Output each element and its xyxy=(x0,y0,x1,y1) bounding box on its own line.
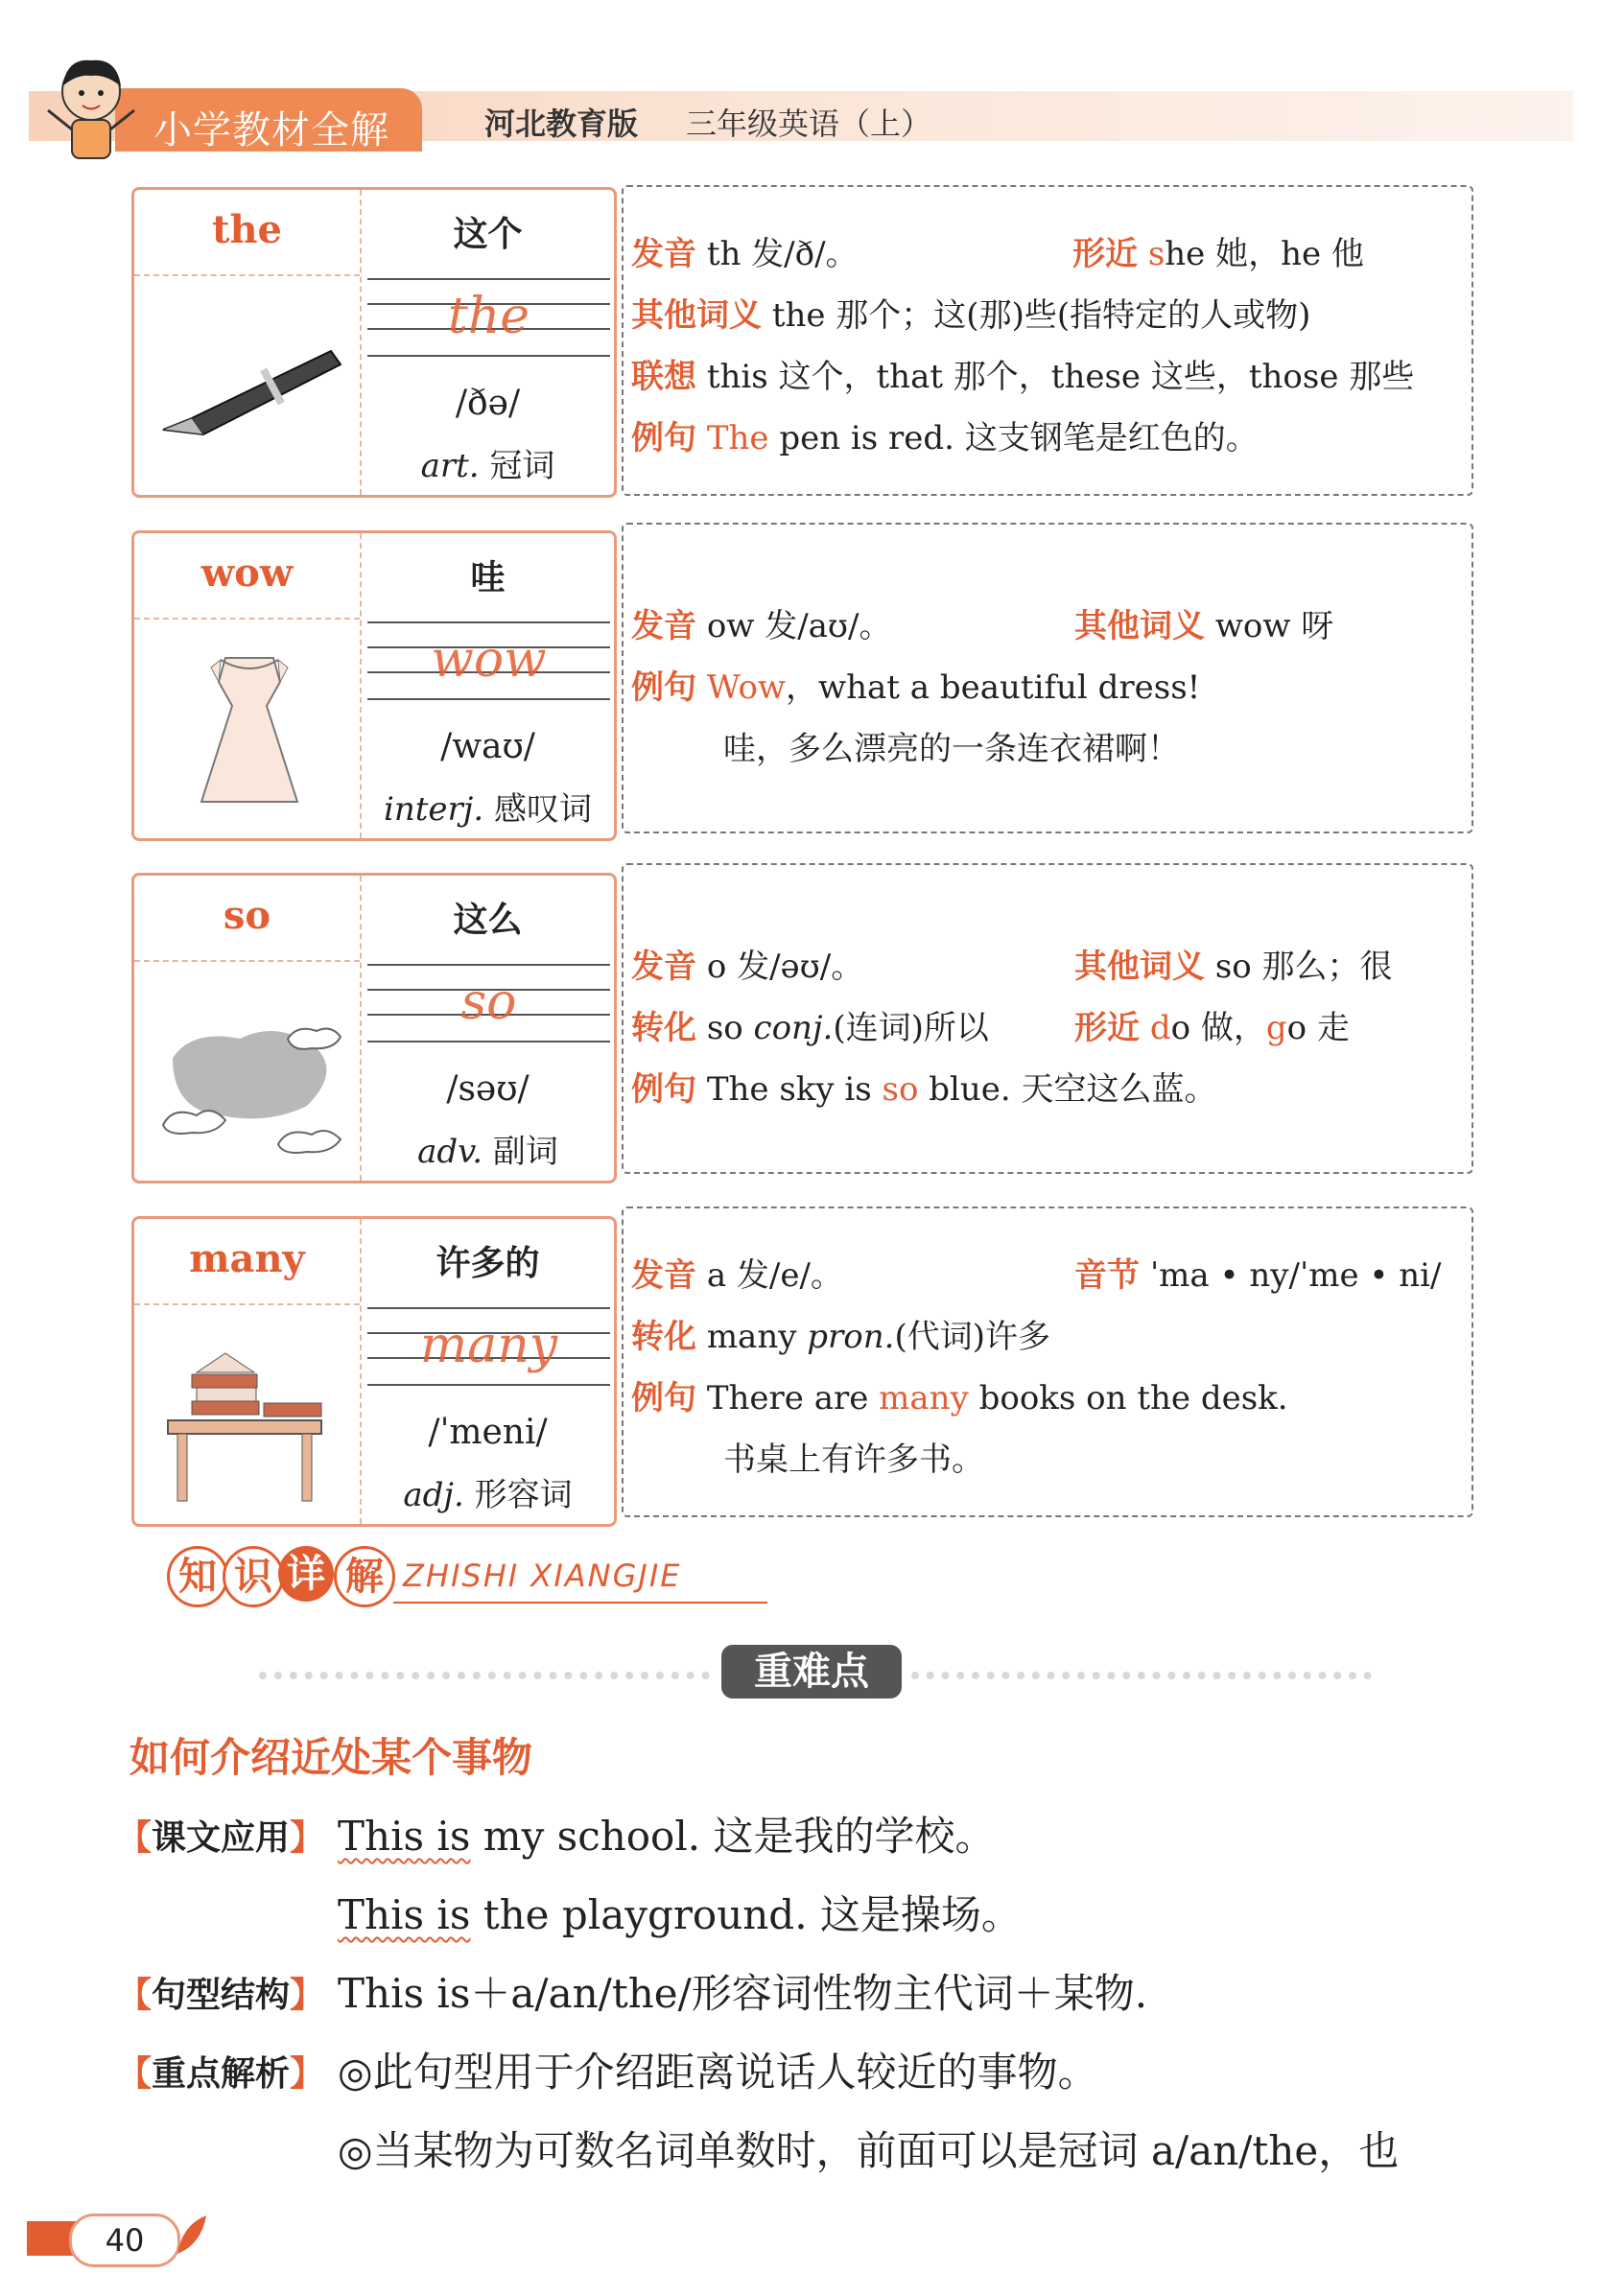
info-row: 形近 do 做，go 走 xyxy=(1074,1009,1350,1047)
info-row: 其他词义 the 那个；这(那)些(指特定的人或物) xyxy=(631,296,1311,335)
book-title: 三年级英语（上） xyxy=(686,105,932,142)
header-char: 详 xyxy=(278,1546,334,1602)
info-box-so xyxy=(622,863,1473,1174)
word-pos: adj. 形容词 xyxy=(403,1476,573,1514)
info-row: 例句 Wow，what a beautiful dress! xyxy=(631,668,1201,707)
info-row: 例句 The pen is red. 这支钢笔是红色的。 xyxy=(631,419,1259,457)
info-row: 发音 o 发/əʊ/。 xyxy=(631,948,864,986)
writing-lines xyxy=(367,1307,610,1390)
word-ipa: /waʊ/ xyxy=(440,727,535,766)
handwritten-word: wow xyxy=(431,631,547,689)
key-analysis-line-1: ◎此句型用于介绍距离说话人较近的事物。 xyxy=(338,2049,1098,2096)
word-pos: art. 冠词 xyxy=(420,447,555,485)
info-box-many xyxy=(622,1207,1473,1517)
info-box-the xyxy=(622,185,1473,496)
info-row: 例句 There are many books on the desk. xyxy=(631,1379,1288,1417)
student-mascot-icon xyxy=(38,53,144,168)
info-row: 其他词义 wow 呀 xyxy=(1074,607,1334,645)
header-char: 知 xyxy=(167,1546,228,1607)
key-analysis-line-2: ◎当某物为可数名词单数时，前面可以是冠词 a/an/the，也 xyxy=(338,2127,1400,2174)
handwritten-word: many xyxy=(419,1317,558,1374)
fountain-pen-icon xyxy=(153,295,345,478)
writing-lines xyxy=(367,278,610,361)
writing-lines xyxy=(367,621,610,704)
info-row: 转化 so conj.(连词)所以 xyxy=(631,1009,989,1047)
word-ipa: /ˈmeni/ xyxy=(428,1413,548,1452)
writing-lines xyxy=(367,964,610,1046)
label-structure: 【句型结构】 xyxy=(117,1976,325,2015)
word-meaning: 这个 xyxy=(453,215,523,254)
info-row: 转化 many pron.(代词)许多 xyxy=(631,1318,1050,1356)
cloud-icon xyxy=(153,981,345,1163)
word-ipa: /ðə/ xyxy=(455,384,521,423)
word-meaning: 许多的 xyxy=(436,1244,540,1283)
word-pos: adv. 副词 xyxy=(417,1133,558,1171)
word-ipa: /səʊ/ xyxy=(446,1069,530,1109)
label-application: 【课文应用】 xyxy=(117,1818,325,1858)
word-text: so xyxy=(223,893,271,938)
word-pos: interj. 感叹词 xyxy=(384,790,592,829)
word-text: wow xyxy=(200,551,294,596)
word-text: many xyxy=(189,1236,305,1281)
word-meaning: 哇 xyxy=(470,558,506,597)
word-meaning: 这么 xyxy=(453,901,523,940)
section-pinyin: ZHISHI XIANGJIE xyxy=(403,1558,682,1594)
handwritten-word: so xyxy=(460,973,517,1031)
example-line-1: This is my school. 这是我的学校。 xyxy=(338,1813,996,1860)
topic-title: 如何介绍近处某个事物 xyxy=(129,1734,533,1781)
dotted-divider xyxy=(911,1672,1372,1679)
series-title: 小学教材全解 xyxy=(153,108,389,152)
key-point-badge: 重难点 xyxy=(721,1645,902,1699)
info-row: 音节 ˈma • ny/ˈme • ni/ xyxy=(1074,1256,1442,1295)
publisher: 河北教育版 xyxy=(484,105,639,142)
info-row: 书桌上有许多书。 xyxy=(723,1441,984,1479)
word-card-so xyxy=(131,873,617,1183)
dotted-divider xyxy=(259,1672,710,1679)
header-char: 识 xyxy=(223,1546,284,1607)
example-line-2: This is the playground. 这是操场。 xyxy=(338,1891,1022,1938)
leaf-icon xyxy=(173,2211,211,2259)
word-card-wow xyxy=(131,530,617,841)
word-card-the xyxy=(131,187,617,498)
info-row: 发音 a 发/e/。 xyxy=(631,1256,843,1295)
header-char: 解 xyxy=(334,1546,395,1607)
section-header-zhishi xyxy=(144,1546,767,1613)
info-row: 其他词义 so 那么；很 xyxy=(1074,948,1393,986)
word-card-many xyxy=(131,1216,617,1527)
handwritten-word: the xyxy=(447,288,530,345)
section-underline xyxy=(393,1602,767,1604)
info-row: 哇，多么漂亮的一条连衣裙啊！ xyxy=(723,730,1180,768)
word-text: the xyxy=(211,207,282,252)
info-row: 形近 she 她，he 他 xyxy=(1072,235,1364,273)
info-row: 例句 The sky is so blue. 天空这么蓝。 xyxy=(631,1070,1217,1109)
info-row: 联想 this 这个，that 那个，these 这些，those 那些 xyxy=(631,358,1415,396)
info-row: 发音 ow 发/aʊ/。 xyxy=(631,607,892,645)
structure-text: This is＋a/an/the/形容词性物主代词＋某物. xyxy=(338,1970,1148,2017)
info-box-wow xyxy=(622,523,1473,833)
dress-icon xyxy=(153,639,345,821)
books-on-desk-icon xyxy=(153,1324,345,1507)
info-row: 发音 th 发/ð/。 xyxy=(631,235,859,273)
label-key-analysis: 【重点解析】 xyxy=(117,2054,325,2094)
page-number: 40 xyxy=(69,2214,180,2267)
